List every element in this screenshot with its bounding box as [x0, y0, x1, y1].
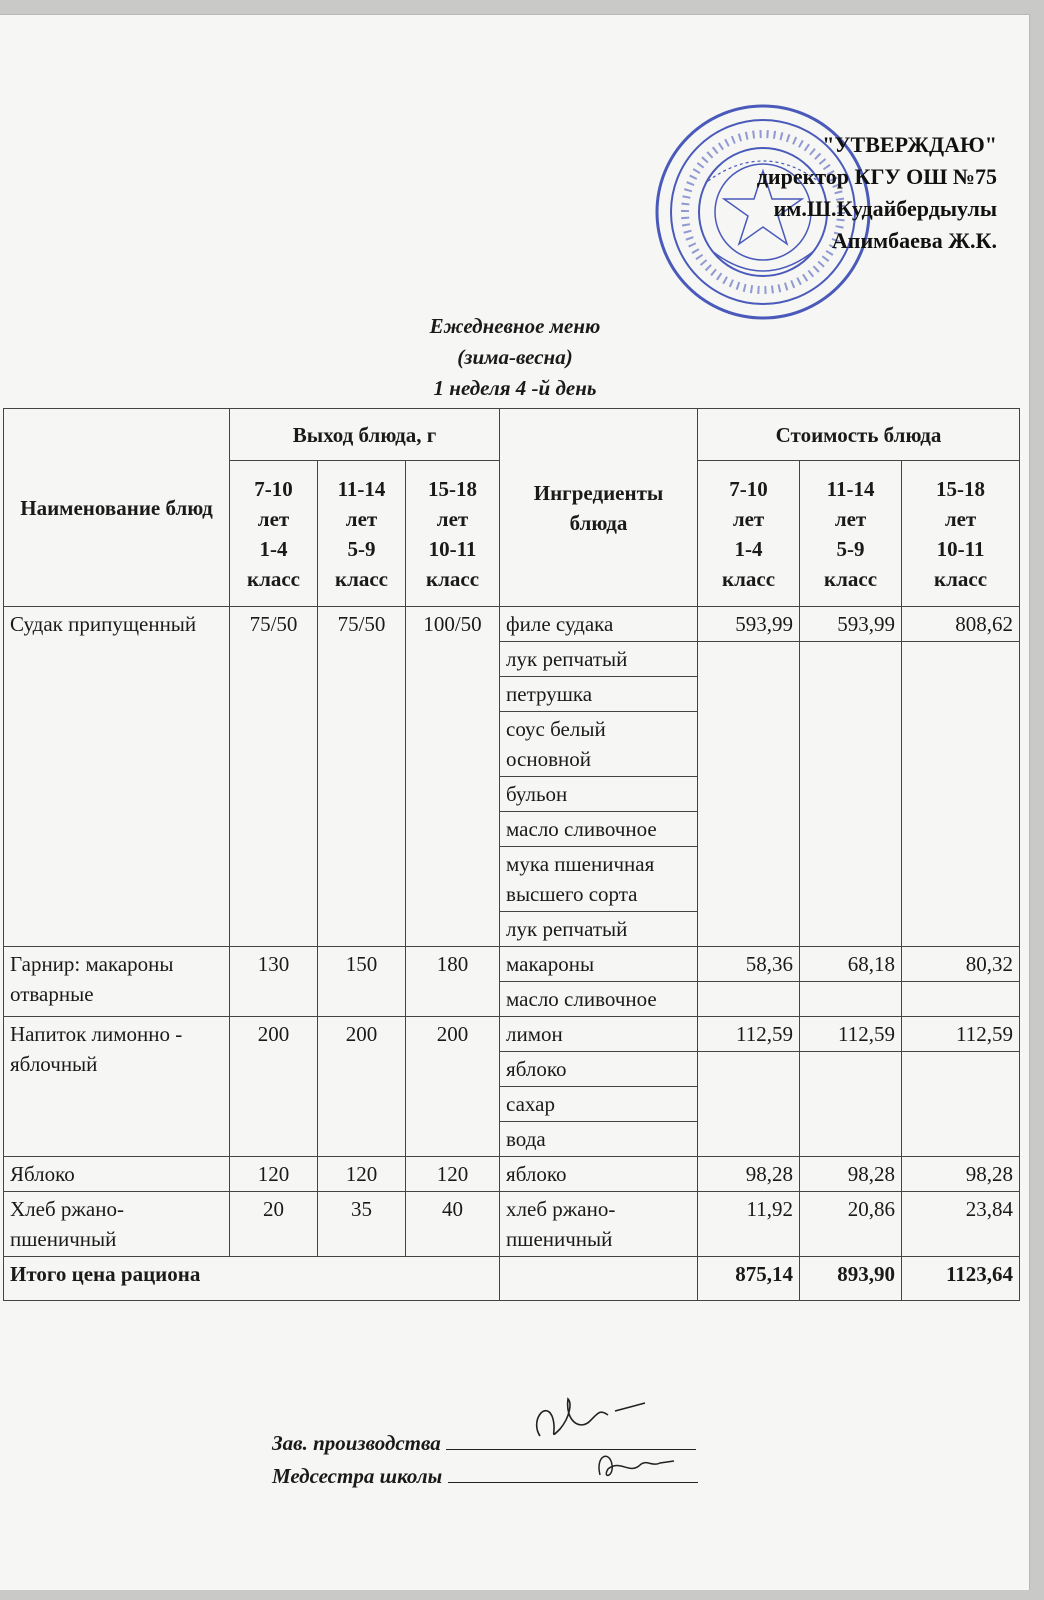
output-age-cls: класс: [334, 566, 389, 591]
dish-ingredient: масло сливочное: [500, 982, 698, 1017]
total-cost: 893,90: [800, 1257, 902, 1301]
menu-heading: [0, 311, 1030, 404]
dish-output: 120: [230, 1157, 318, 1192]
dish-output: 40: [406, 1192, 500, 1257]
cost-age-cls: класс: [824, 566, 878, 591]
table-row: [4, 607, 1020, 642]
dish-ingredient: лук репчатый: [500, 642, 698, 677]
dish-cost: 112,59: [800, 1017, 902, 1052]
dish-ingredient: макароны: [500, 947, 698, 982]
dish-cost: 593,99: [800, 607, 902, 642]
dish-ingredient: масло сливочное: [500, 812, 698, 847]
output-age-unit: лет: [345, 506, 378, 531]
dish-ingredient: хлеб ржано-пшеничный: [500, 1192, 698, 1257]
dish-cost: 112,59: [698, 1017, 800, 1052]
table-row: [4, 1157, 1020, 1192]
header-ingredients: Ингредиенты блюда: [500, 409, 698, 607]
empty-cost-cell: [902, 642, 1020, 947]
dish-output: 120: [318, 1157, 406, 1192]
cost-age-unit: лет: [944, 506, 977, 531]
approval-title: "УТВЕРЖДАЮ": [822, 132, 997, 157]
total-label: Итого цена рациона: [4, 1257, 500, 1301]
signature-label-production: Зав. производства: [272, 1431, 441, 1455]
dish-output: 200: [230, 1017, 318, 1157]
dish-cost: 98,28: [698, 1157, 800, 1192]
dish-output: 180: [406, 947, 500, 1017]
dish-cost: 112,59: [902, 1017, 1020, 1052]
dish-name: Напиток лимонно - яблочный: [4, 1017, 230, 1157]
approval-school: им.Ш.Кудайбердыулы: [773, 196, 997, 221]
dish-output: 200: [406, 1017, 500, 1157]
table-row: [4, 1017, 1020, 1052]
signature-mark-1: [510, 1391, 660, 1451]
cost-age-grade: 1-4: [734, 536, 763, 561]
dish-cost: 68,18: [800, 947, 902, 982]
heading-title: Ежедневное меню: [429, 314, 601, 338]
cost-age-0: [698, 461, 800, 607]
dish-output: 75/50: [318, 607, 406, 947]
dish-ingredient: филе судака: [500, 607, 698, 642]
dish-cost: 11,92: [698, 1192, 800, 1257]
signature-mark-2: [590, 1445, 680, 1485]
cost-age-years: 15-18: [936, 476, 986, 501]
cost-age-2: [902, 461, 1020, 607]
cost-age-grade: 10-11: [936, 536, 985, 561]
output-age-0: [230, 461, 318, 607]
dish-output: 130: [230, 947, 318, 1017]
empty-cost-cell: [800, 642, 902, 947]
dish-ingredient: лук репчатый: [500, 912, 698, 947]
dish-cost: 593,99: [698, 607, 800, 642]
total-empty-cell: [500, 1257, 698, 1301]
dish-cost: 80,32: [902, 947, 1020, 982]
cost-age-grade: 5-9: [836, 536, 865, 561]
approval-position: директор КГУ ОШ №75: [756, 164, 997, 189]
header-cost: Стоимость блюда: [698, 409, 1020, 461]
cost-age-years: 7-10: [729, 476, 768, 501]
total-cost: 1123,64: [902, 1257, 1020, 1301]
output-age-2: [406, 461, 500, 607]
output-age-cls: класс: [246, 566, 301, 591]
output-age-unit: лет: [436, 506, 469, 531]
cost-age-unit: лет: [732, 506, 765, 531]
output-age-unit: лет: [257, 506, 290, 531]
dish-output: 120: [406, 1157, 500, 1192]
dish-output: 100/50: [406, 607, 500, 947]
dish-name: Гарнир: макароны отварные: [4, 947, 230, 1017]
table-row: [4, 947, 1020, 982]
dish-cost: 58,36: [698, 947, 800, 982]
output-age-years: 15-18: [428, 476, 478, 501]
dish-ingredient: сахар: [500, 1087, 698, 1122]
heading-day: 1 неделя 4 -й день: [433, 376, 597, 400]
dish-name: Судак припущенный: [4, 607, 230, 947]
dish-ingredient: яблоко: [500, 1157, 698, 1192]
output-age-grade: 5-9: [347, 536, 376, 561]
dish-name: Хлеб ржано-пшеничный: [4, 1192, 230, 1257]
dish-cost: 98,28: [902, 1157, 1020, 1192]
dish-ingredient: лимон: [500, 1017, 698, 1052]
output-age-grade: 10-11: [428, 536, 477, 561]
cost-age-cls: класс: [934, 566, 988, 591]
signature-label-nurse: Медсестра школы: [272, 1464, 443, 1488]
menu-table: [3, 408, 1020, 1301]
total-row: [4, 1257, 1020, 1301]
output-age-cls: класс: [426, 566, 480, 591]
empty-cost-cell: [698, 1052, 800, 1157]
dish-cost: 23,84: [902, 1192, 1020, 1257]
dish-output: 20: [230, 1192, 318, 1257]
dish-ingredient: петрушка: [500, 677, 698, 712]
header-output: Выход блюда, г: [230, 409, 500, 461]
dish-cost: 808,62: [902, 607, 1020, 642]
dish-output: 200: [318, 1017, 406, 1157]
empty-cost-cell: [800, 1052, 902, 1157]
dish-name: Яблоко: [4, 1157, 230, 1192]
dish-output: 150: [318, 947, 406, 1017]
output-age-years: 11-14: [337, 476, 386, 501]
dish-ingredient: вода: [500, 1122, 698, 1157]
dish-cost: 20,86: [800, 1192, 902, 1257]
table-row: [4, 1192, 1020, 1257]
dish-output: 75/50: [230, 607, 318, 947]
header-dish-name: Наименование блюд: [4, 409, 230, 607]
output-age-grade: 1-4: [259, 536, 288, 561]
dish-ingredient: бульон: [500, 777, 698, 812]
dish-ingredient: соус белый основной: [500, 712, 698, 777]
dish-ingredient: мука пшеничная высшего сорта: [500, 847, 698, 912]
cost-age-1: [800, 461, 902, 607]
cost-age-unit: лет: [834, 506, 867, 531]
empty-cost-cell: [902, 982, 1020, 1017]
cost-age-years: 11-14: [826, 476, 875, 501]
heading-season: (зима-весна): [457, 345, 573, 369]
output-age-years: 7-10: [254, 476, 293, 501]
dish-ingredient: яблоко: [500, 1052, 698, 1087]
total-cost: 875,14: [698, 1257, 800, 1301]
dish-cost: 98,28: [800, 1157, 902, 1192]
empty-cost-cell: [698, 642, 800, 947]
approval-name: Апимбаева Ж.К.: [831, 228, 997, 253]
empty-cost-cell: [902, 1052, 1020, 1157]
approval-block: [757, 129, 997, 257]
empty-cost-cell: [800, 982, 902, 1017]
output-age-1: [318, 461, 406, 607]
dish-output: 35: [318, 1192, 406, 1257]
cost-age-cls: класс: [722, 566, 776, 591]
document-sheet: [0, 14, 1030, 1590]
empty-cost-cell: [698, 982, 800, 1017]
